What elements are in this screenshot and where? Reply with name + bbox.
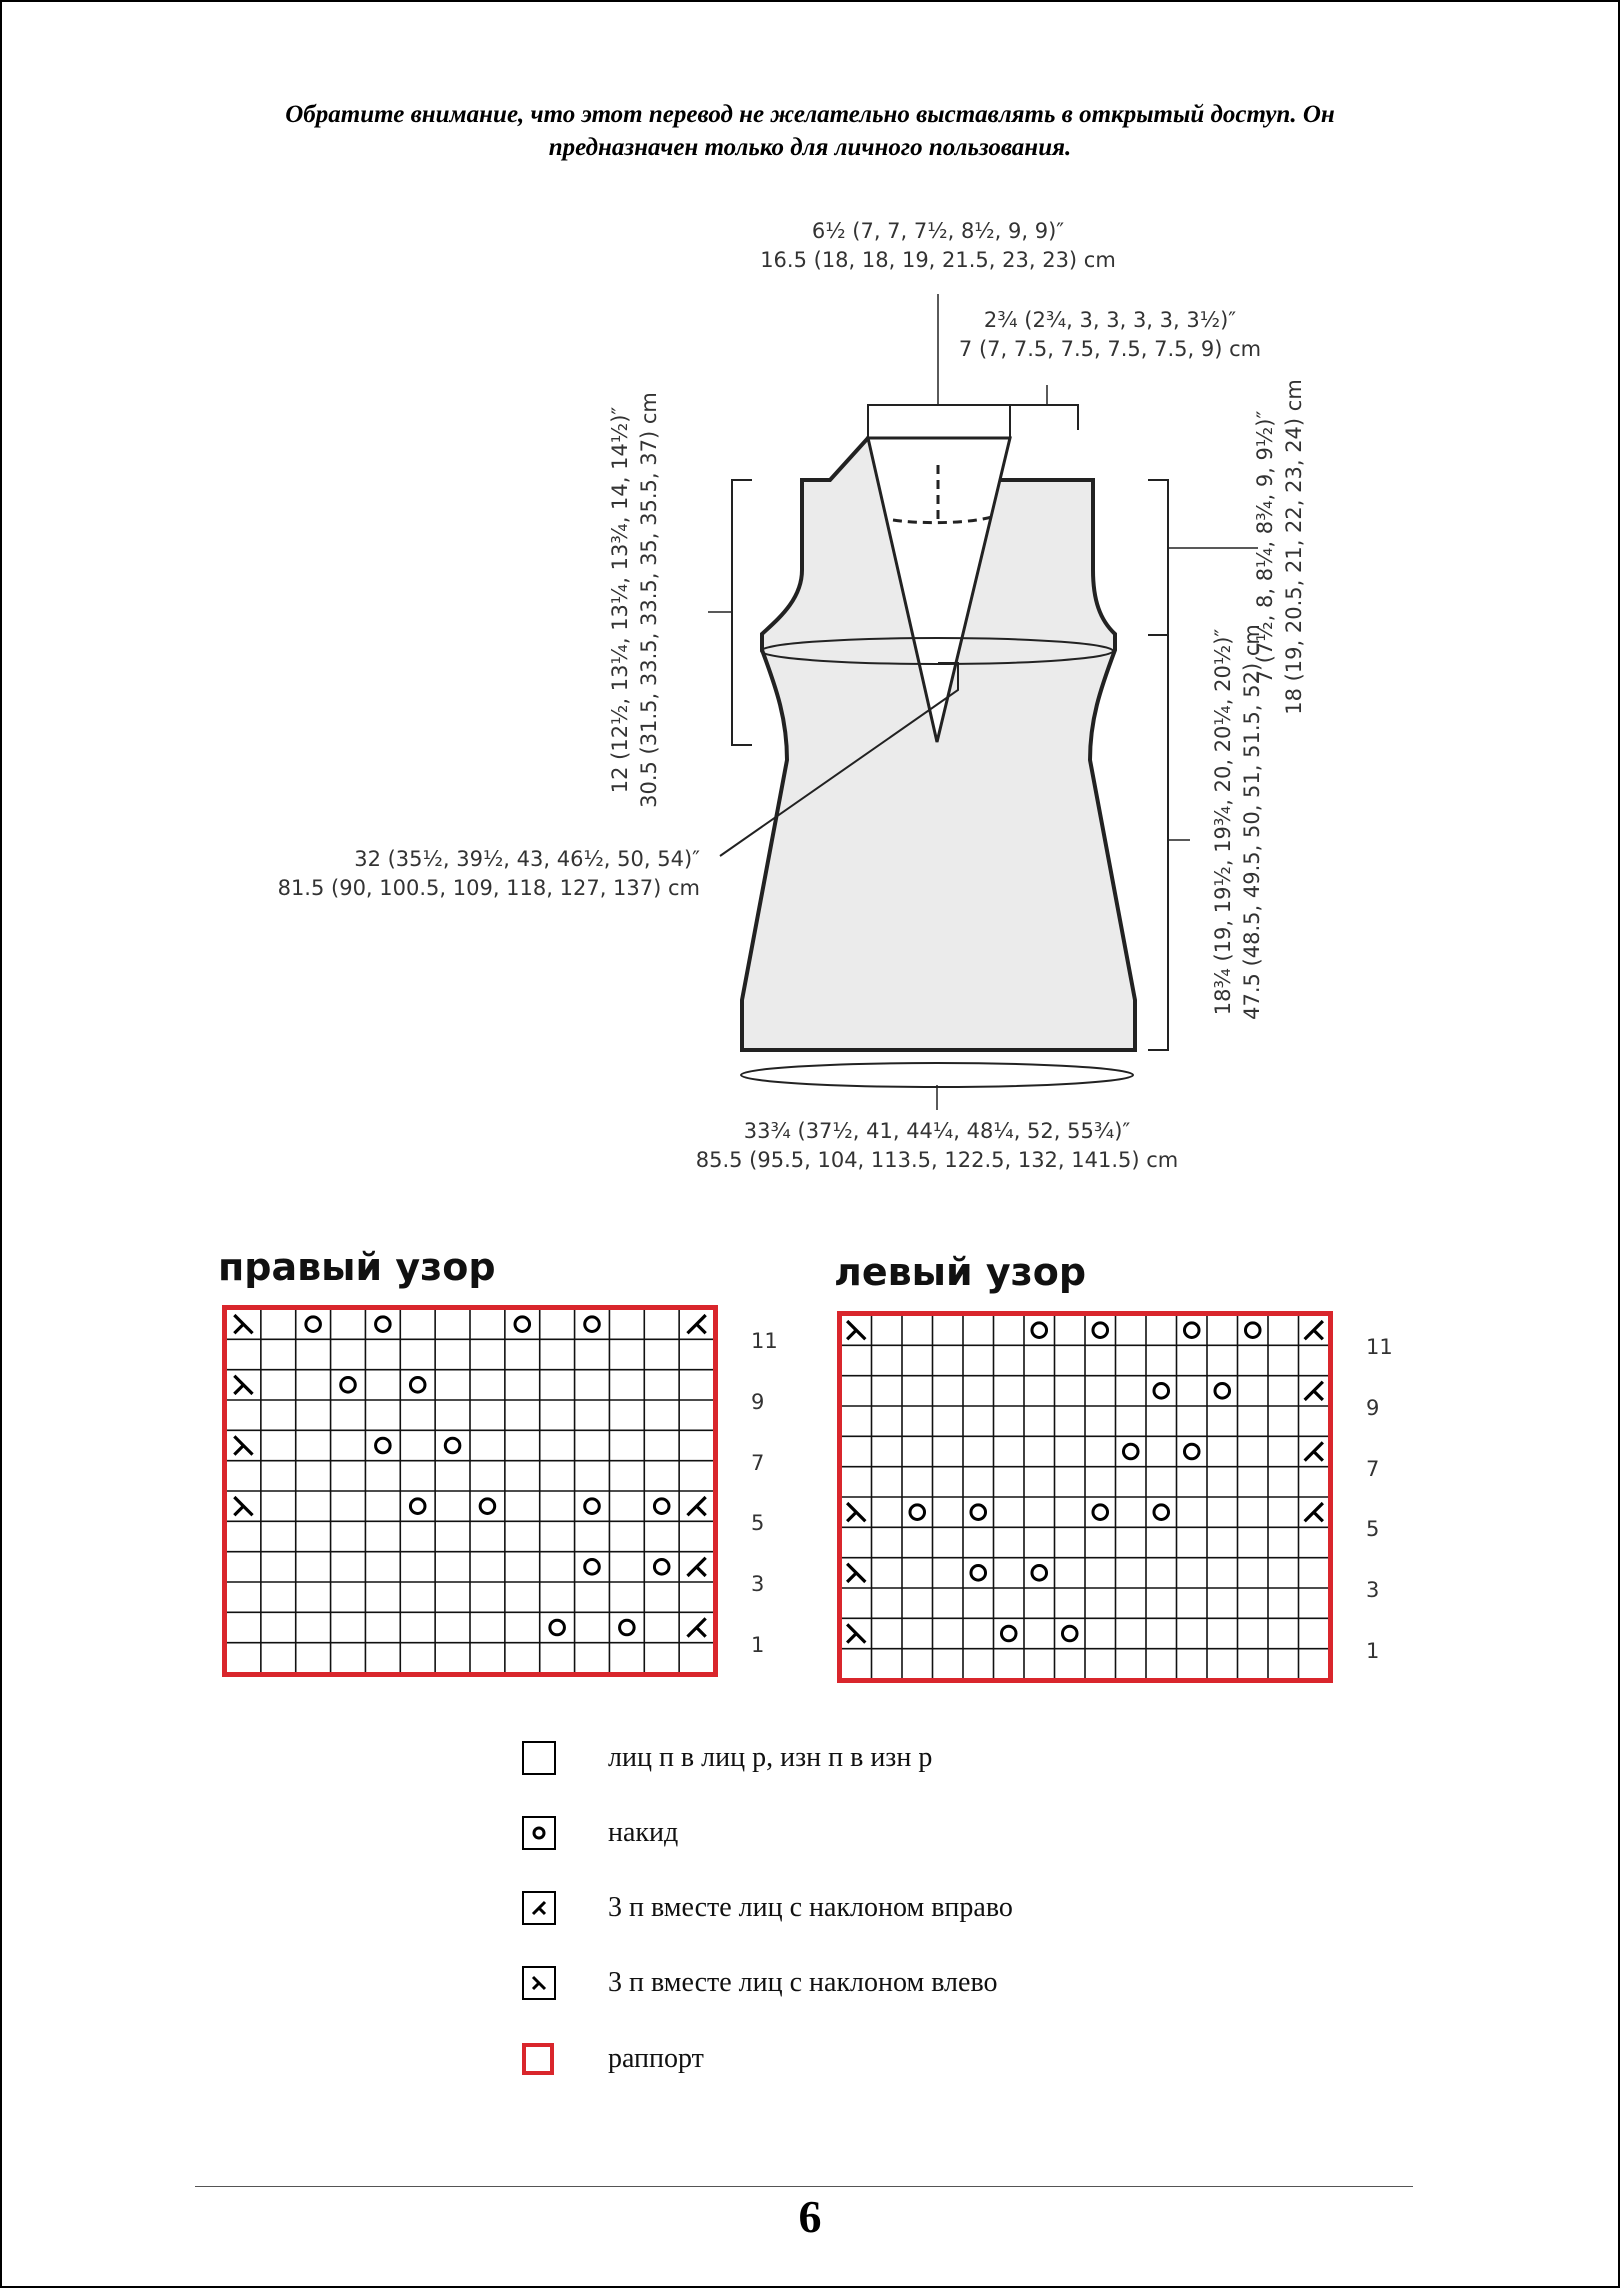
- yarn-over-icon: [654, 1560, 669, 1575]
- k3tog-left-icon: [234, 1436, 252, 1454]
- legend-item-k3tog-left: 3 п вместе лиц с наклоном влево: [522, 1963, 556, 2003]
- legend-item-yo: накид: [522, 1813, 556, 1853]
- yarn-over-icon: [306, 1317, 321, 1332]
- left-chart-grid: [837, 1311, 1333, 1683]
- row-number: 5: [1366, 1517, 1380, 1542]
- legend-item-knit: лиц п в лиц р, изн п в изн р: [522, 1738, 556, 1778]
- k3tog-left-icon: [847, 1624, 865, 1642]
- yarn-over-icon: [410, 1378, 425, 1393]
- notice-line-1: Обратите внимание, что этот перевод не желательно выставлять в открытый доступ. Он: [285, 101, 1335, 128]
- k3tog-left-icon: [847, 1564, 865, 1582]
- row-number: 1: [751, 1632, 765, 1657]
- row-number: 11: [751, 1329, 778, 1354]
- bust-label: 32 (35½, 39½, 43, 46½, 50, 54)″ 81.5 (90, 100.5, 109, 118, 127, 137) cm: [277, 847, 700, 900]
- page-number: 6: [798, 2191, 822, 2242]
- right-chart-title: правый узор: [218, 1245, 496, 1289]
- yarn-over-icon: [585, 1499, 600, 1514]
- legend-item-k3tog-right: 3 п вместе лиц с наклоном вправо: [522, 1888, 556, 1928]
- k3tog-right-icon: [1305, 1503, 1323, 1521]
- yarn-over-icon: [654, 1499, 669, 1514]
- yarn-over-icon: [410, 1499, 425, 1514]
- yarn-over-icon: [550, 1620, 565, 1635]
- yarn-over-icon: [1184, 1444, 1199, 1459]
- notice-line-2: предназначен только для личного пользования.: [548, 134, 1072, 161]
- k3tog-left-icon: [234, 1315, 252, 1333]
- legend-item-repeat: раппорт: [522, 2039, 554, 2079]
- yarn-over-icon: [515, 1317, 530, 1332]
- repeat-box-icon: [522, 2043, 554, 2075]
- k3tog-right-icon: [687, 1497, 705, 1515]
- k3tog-left-icon: [522, 1966, 556, 2000]
- yarn-over-icon: [445, 1438, 460, 1453]
- row-number: 7: [751, 1450, 765, 1475]
- row-number: 9: [751, 1390, 765, 1414]
- k3tog-right-icon: [1305, 1382, 1323, 1400]
- upper-length-label: 12 (12½, 13¼, 13¼, 13¾, 14, 14½)″ 30.5 (31.5, 33.5, 33.5, 35, 35.5, 37) cm: [608, 392, 661, 808]
- k3tog-right-icon: [522, 1891, 556, 1925]
- k3tog-left-icon: [847, 1503, 865, 1521]
- yarn-over-icon: [620, 1620, 635, 1635]
- neck-width-label: 6½ (7, 7, 7½, 8½, 9, 9)″ 16.5 (18, 18, 19, 21.5, 23, 23) cm: [760, 219, 1116, 272]
- yarn-over-icon: [1154, 1505, 1169, 1520]
- yarn-over-icon: [376, 1438, 391, 1453]
- shoulder-width-label: 2¾ (2¾, 3, 3, 3, 3, 3½)″ 7 (7, 7.5, 7.5, 7.5, 7.5, 9) cm: [958, 308, 1262, 361]
- yarn-over-icon: [971, 1566, 986, 1581]
- empty-square-icon: [522, 1741, 556, 1775]
- hem-label: 33¾ (37½, 41, 44¼, 48¼, 52, 55¾)″ 85.5 (95.5, 104, 113.5, 122.5, 132, 141.5) cm: [695, 1119, 1179, 1172]
- k3tog-left-icon: [847, 1321, 865, 1339]
- armhole-depth-label: 7 (7½, 8, 8¼, 8¾, 9, 9½)″ 18 (19, 20.5, 21, 22, 23, 24) cm: [1253, 379, 1306, 715]
- yarn-over-icon: [1215, 1384, 1230, 1399]
- yarn-over-icon: [1062, 1626, 1077, 1641]
- row-number: 3: [1366, 1578, 1380, 1602]
- yarn-over-icon: [1093, 1323, 1108, 1338]
- yarn-over-icon: [376, 1317, 391, 1332]
- row-number: 7: [1366, 1456, 1380, 1481]
- k3tog-left-icon: [234, 1497, 252, 1515]
- k3tog-left-icon: [234, 1376, 252, 1394]
- footer-divider: [195, 2186, 1413, 2187]
- yarn-over-icon: [1032, 1323, 1047, 1338]
- yarn-over-icon: [522, 1816, 556, 1850]
- hem-ellipse: [741, 1063, 1133, 1087]
- yarn-over-icon: [341, 1378, 356, 1393]
- yarn-over-icon: [1184, 1323, 1199, 1338]
- yarn-over-icon: [585, 1317, 600, 1332]
- yarn-over-icon: [585, 1560, 600, 1575]
- yarn-over-icon: [1001, 1626, 1016, 1641]
- row-number: 1: [1366, 1638, 1380, 1663]
- row-number: 5: [751, 1511, 765, 1536]
- yarn-over-icon: [910, 1505, 925, 1520]
- k3tog-right-icon: [1305, 1442, 1323, 1460]
- row-number: 3: [751, 1572, 765, 1596]
- yarn-over-icon: [971, 1505, 986, 1520]
- yarn-over-icon: [1123, 1444, 1138, 1459]
- k3tog-right-icon: [687, 1618, 705, 1636]
- row-number: 11: [1366, 1335, 1393, 1360]
- yarn-over-icon: [1032, 1566, 1047, 1581]
- body-length-label: 18¾ (19, 19½, 19¾, 20, 20¼, 20½)″ 47.5 (48.5, 49.5, 50, 51, 51.5, 52) cm: [1211, 624, 1264, 1020]
- yarn-over-icon: [480, 1499, 495, 1514]
- yarn-over-icon: [1245, 1323, 1260, 1338]
- k3tog-right-icon: [1305, 1321, 1323, 1339]
- k3tog-right-icon: [687, 1315, 705, 1333]
- row-number: 9: [1366, 1396, 1380, 1420]
- k3tog-right-icon: [687, 1558, 705, 1576]
- right-chart-grid: [222, 1305, 718, 1677]
- yarn-over-icon: [1154, 1384, 1169, 1399]
- yarn-over-icon: [1093, 1505, 1108, 1520]
- left-chart-title: левый узор: [834, 1250, 1087, 1294]
